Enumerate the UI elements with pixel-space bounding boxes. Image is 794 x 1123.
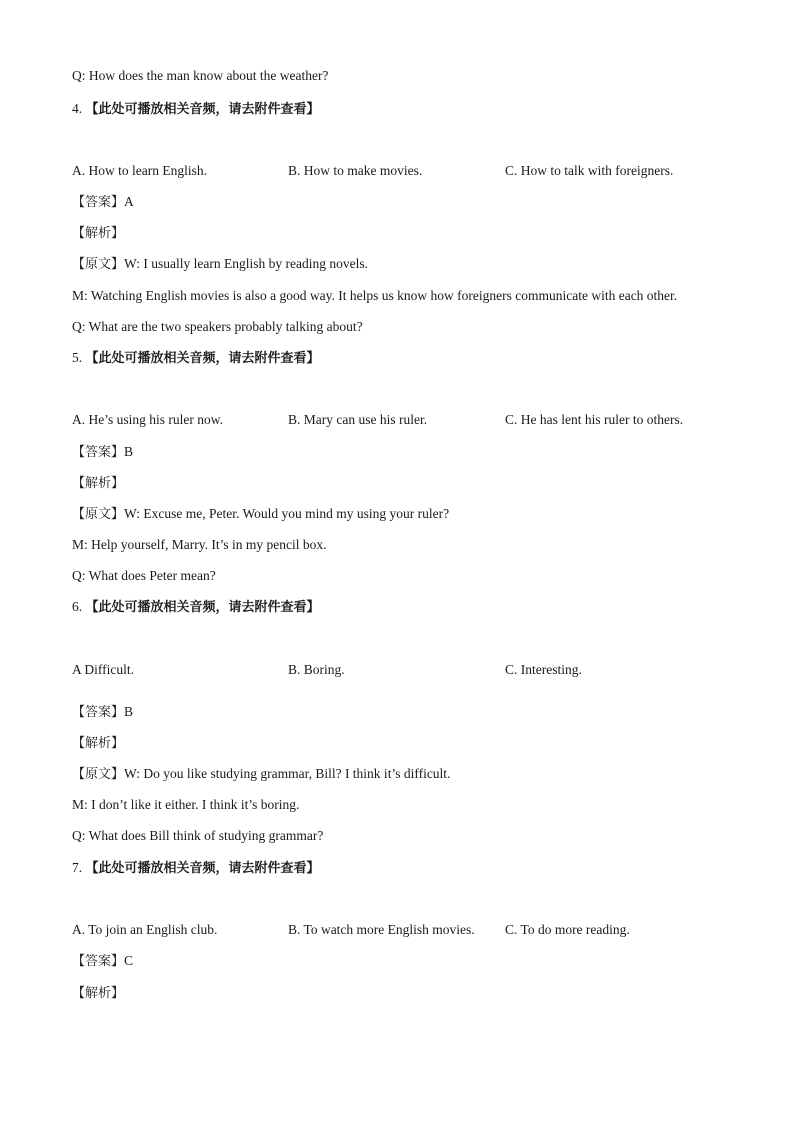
transcript-label: 【原文】 (72, 767, 125, 782)
transcript-label: 【原文】 (72, 257, 125, 272)
question-5-header (72, 349, 320, 368)
answer-label: 【答案】 (72, 705, 125, 720)
transcript-line: 【原文】W: Do you like studying grammar, Bill? I think it’s difficult. (72, 766, 451, 782)
answer-label: 【答案】 (72, 445, 125, 460)
answer-label: 【答案】 (72, 954, 125, 969)
audio-prompt[interactable]: 【此处可播放相关音频，请去附件查看】 (85, 600, 320, 615)
answer-line (72, 193, 134, 212)
option-b: B. To watch more English movies. (288, 922, 475, 937)
answer-line (72, 443, 133, 462)
answer-value: C (124, 953, 134, 968)
transcript-line: Q: What does Peter mean? (72, 568, 216, 583)
answer-value: B (124, 704, 134, 719)
answer-line (72, 952, 133, 971)
option-b: B. Boring. (288, 662, 345, 677)
answer-value: A (124, 194, 134, 209)
transcript-line: M: Watching English movies is also a good way. It helps us know how foreigners communicate with each other. (72, 288, 678, 303)
option-b: B. Mary can use his ruler. (288, 412, 428, 427)
question-number: 6. (72, 599, 83, 614)
question-number: 7. (72, 860, 83, 875)
option-a: A. He’s using his ruler now. (72, 412, 223, 427)
option-a: A Difficult. (72, 662, 134, 677)
audio-prompt[interactable]: 【此处可播放相关音频，请去附件查看】 (85, 102, 320, 117)
audio-prompt[interactable]: 【此处可播放相关音频，请去附件查看】 (85, 351, 320, 366)
question-number: 4. (72, 101, 83, 116)
option-a: A. To join an English club. (72, 922, 218, 937)
option-c: C. To do more reading. (505, 922, 630, 937)
option-a: A. How to learn English. (72, 163, 207, 178)
audio-prompt[interactable]: 【此处可播放相关音频，请去附件查看】 (85, 861, 320, 876)
prev-question-text: Q: How does the man know about the weather? (72, 68, 329, 83)
analysis-label: 【解析】 (72, 476, 125, 491)
answer-label: 【答案】 (72, 195, 125, 210)
option-c: C. He has lent his ruler to others. (505, 412, 684, 427)
question-7-header (72, 859, 320, 878)
transcript-line: Q: What does Bill think of studying grammar? (72, 828, 324, 843)
option-c: C. How to talk with foreigners. (505, 163, 674, 178)
analysis-label: 【解析】 (72, 226, 125, 241)
option-b: B. How to make movies. (288, 163, 423, 178)
answer-value: B (124, 444, 134, 459)
analysis-label: 【解析】 (72, 986, 125, 1001)
answer-line (72, 703, 133, 722)
transcript-line: Q: What are the two speakers probably talking about? (72, 319, 363, 334)
question-6-header (72, 598, 320, 617)
question-4-header (72, 100, 320, 119)
transcript-line: 【原文】W: Excuse me, Peter. Would you mind my using your ruler? (72, 506, 450, 522)
analysis-label: 【解析】 (72, 736, 125, 751)
question-number: 5. (72, 350, 83, 365)
option-c: C. Interesting. (505, 662, 582, 677)
transcript-label: 【原文】 (72, 507, 125, 522)
transcript-line: 【原文】W: I usually learn English by reading novels. (72, 256, 368, 272)
transcript-line: M: I don’t like it either. I think it’s boring. (72, 797, 300, 812)
transcript-line: M: Help yourself, Marry. It’s in my pencil box. (72, 537, 327, 552)
